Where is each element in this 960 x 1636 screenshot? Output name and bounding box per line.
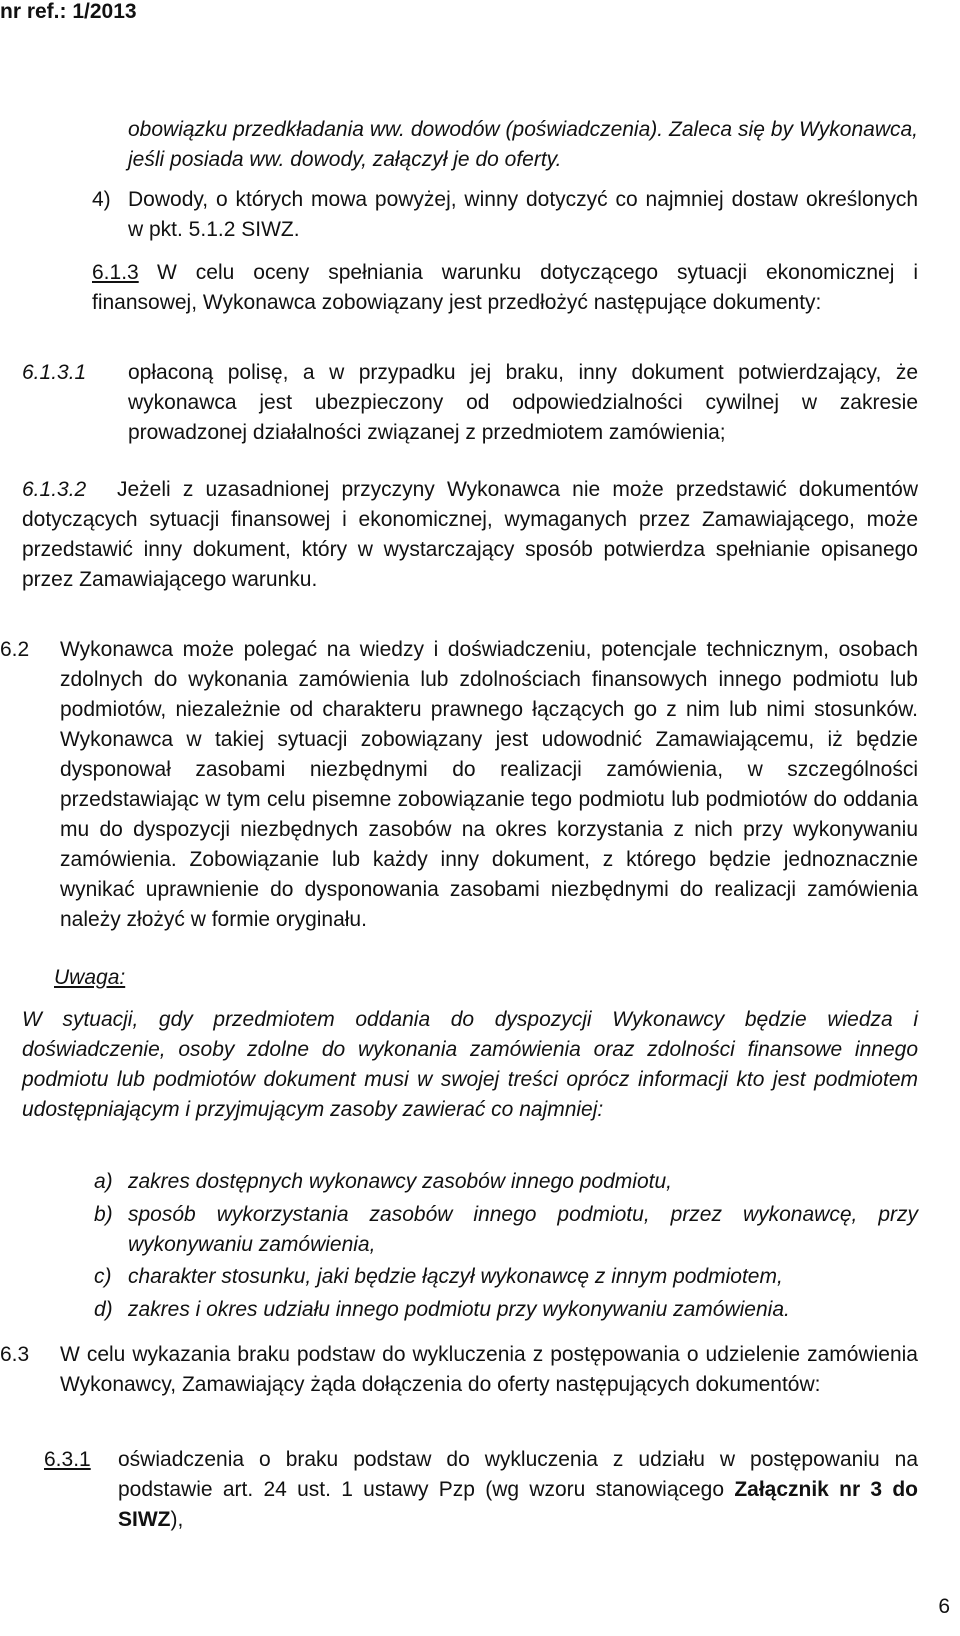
note-item-a-mark: a) — [94, 1170, 113, 1193]
note-item-b-text: sposób wykorzystania zasobów innego podmiotu, przez wykonawcę, przy wykonywaniu zamówienia, — [128, 1203, 918, 1256]
section-6-3-1-number: 6.3.1 — [44, 1448, 91, 1471]
intro-continuation: obowiązku przedkładania ww. dowodów (poświadczenia). Zaleca się by Wykonawca, jeśli posiada ww. dowody, załączył je do oferty. — [128, 118, 918, 171]
item-4-number: 4) — [92, 188, 111, 211]
section-6-1-3-1-number: 6.1.3.1 — [22, 361, 87, 384]
note-item-b-mark: b) — [94, 1203, 113, 1226]
section-6-1-3-1-text: opłaconą polisę, a w przypadku jej braku, inny dokument potwierdzający, że wykonawca jest ubezpieczony od odpowiedzialności cywilnej w zakresie prowadzonej działalności związanej z przedmiotem zamówienia; — [128, 361, 918, 444]
section-6-3-text: W celu wykazania braku podstaw do wykluczenia z postępowania o udzielenie zamówienia Wykonawcy, Zamawiający żąda dołączenia do oferty następujących dokumentów: — [60, 1343, 918, 1396]
note-text: W sytuacji, gdy przedmiotem oddania do dyspozycji Wykonawcy będzie wiedza i doświadczenie, osoby zdolne do wykonania zamówienia oraz zdolności finansowe innego podmiotu lub podmiotów dokument musi w swojej treści oprócz informacji kto jest podmiotem udostępniającym i przyjmującym zasoby zawierać co najmniej: — [22, 1008, 918, 1121]
note-item-c-mark: c) — [94, 1265, 112, 1288]
section-6-1-3-2-number: 6.1.3.2 — [22, 478, 87, 501]
section-6-1-3-number: 6.1.3 — [92, 261, 139, 284]
document-ref-header: nr ref.: 1/2013 — [0, 0, 137, 23]
section-6-2-text: Wykonawca może polegać na wiedzy i doświadczeniu, potencjale technicznym, osobach zdolnych do wykonania zamówienia lub zdolnościach finansowych innego podmiotu lub podmiotów, niezależnie od charakteru prawnego łączących go z nim lub nimi stosunków. Wykonawca w takiej sytuacji zobowiązany jest udowodnić Zamawiającemu, iż będzie dysponował zasobami niezbędnymi do realizacji zamówienia, w szczególności przedstawiając w tym celu pisemne zobowiązanie tego podmiotu lub podmiotów do oddania mu do dyspozycji niezbędnych zasobów na okres korzystania z nich przy wykonywaniu zamówienia. Zobowiązanie lub każdy inny dokument, z którego będzie jednoznacznie wynikać uprawnienie do dysponowania zasobami niezbędnymi do realizacji zamówienia należy złożyć w formie oryginału. — [60, 638, 918, 931]
page-number: 6 — [938, 1595, 950, 1618]
attachment-reference: Załącznik nr 3 do SIWZ — [118, 1478, 918, 1531]
section-6-1-3-text: W celu oceny spełniania warunku dotyczącego sytuacji ekonomicznej i finansowej, Wykonawca zobowiązany jest przedłożyć następujące dokumenty: — [92, 261, 918, 314]
item-4-text: Dowody, o których mowa powyżej, winny dotyczyć co najmniej dostaw określonych w pkt. 5.1.2 SIWZ. — [128, 188, 918, 241]
section-6-3-1-body: oświadczenia o braku podstaw do wykluczenia z udziału w postępowaniu na podstawie art. 24 ust. 1 ustawy Pzp (wg wzoru stanowiącego — [118, 1448, 918, 1501]
note-item-d-mark: d) — [94, 1298, 113, 1321]
note-item-c-text: charakter stosunku, jaki będzie łączył wykonawcę z innym podmiotem, — [128, 1265, 783, 1288]
note-label: Uwaga: — [54, 966, 126, 989]
section-6-1-3-2-text: Jeżeli z uzasadnionej przyczyny Wykonawca nie może przedstawić dokumentów dotyczących sytuacji finansowej i ekonomicznej, wymaganych przez Zamawiającego, może przedstawić inny dokument, który w wystarczający sposób potwierdza spełnianie opisanego przez Zamawiającego warunku. — [22, 478, 918, 591]
section-6-3-number: 6.3 — [0, 1343, 30, 1366]
note-item-d-text: zakres i okres udziału innego podmiotu przy wykonywaniu zamówienia. — [128, 1298, 790, 1321]
section-6-3-1-tail: ), — [170, 1508, 184, 1531]
note-item-a-text: zakres dostępnych wykonawcy zasobów innego podmiotu, — [128, 1170, 672, 1193]
section-6-3-1-text — [118, 1445, 918, 1535]
section-6-2-number: 6.2 — [0, 638, 30, 661]
